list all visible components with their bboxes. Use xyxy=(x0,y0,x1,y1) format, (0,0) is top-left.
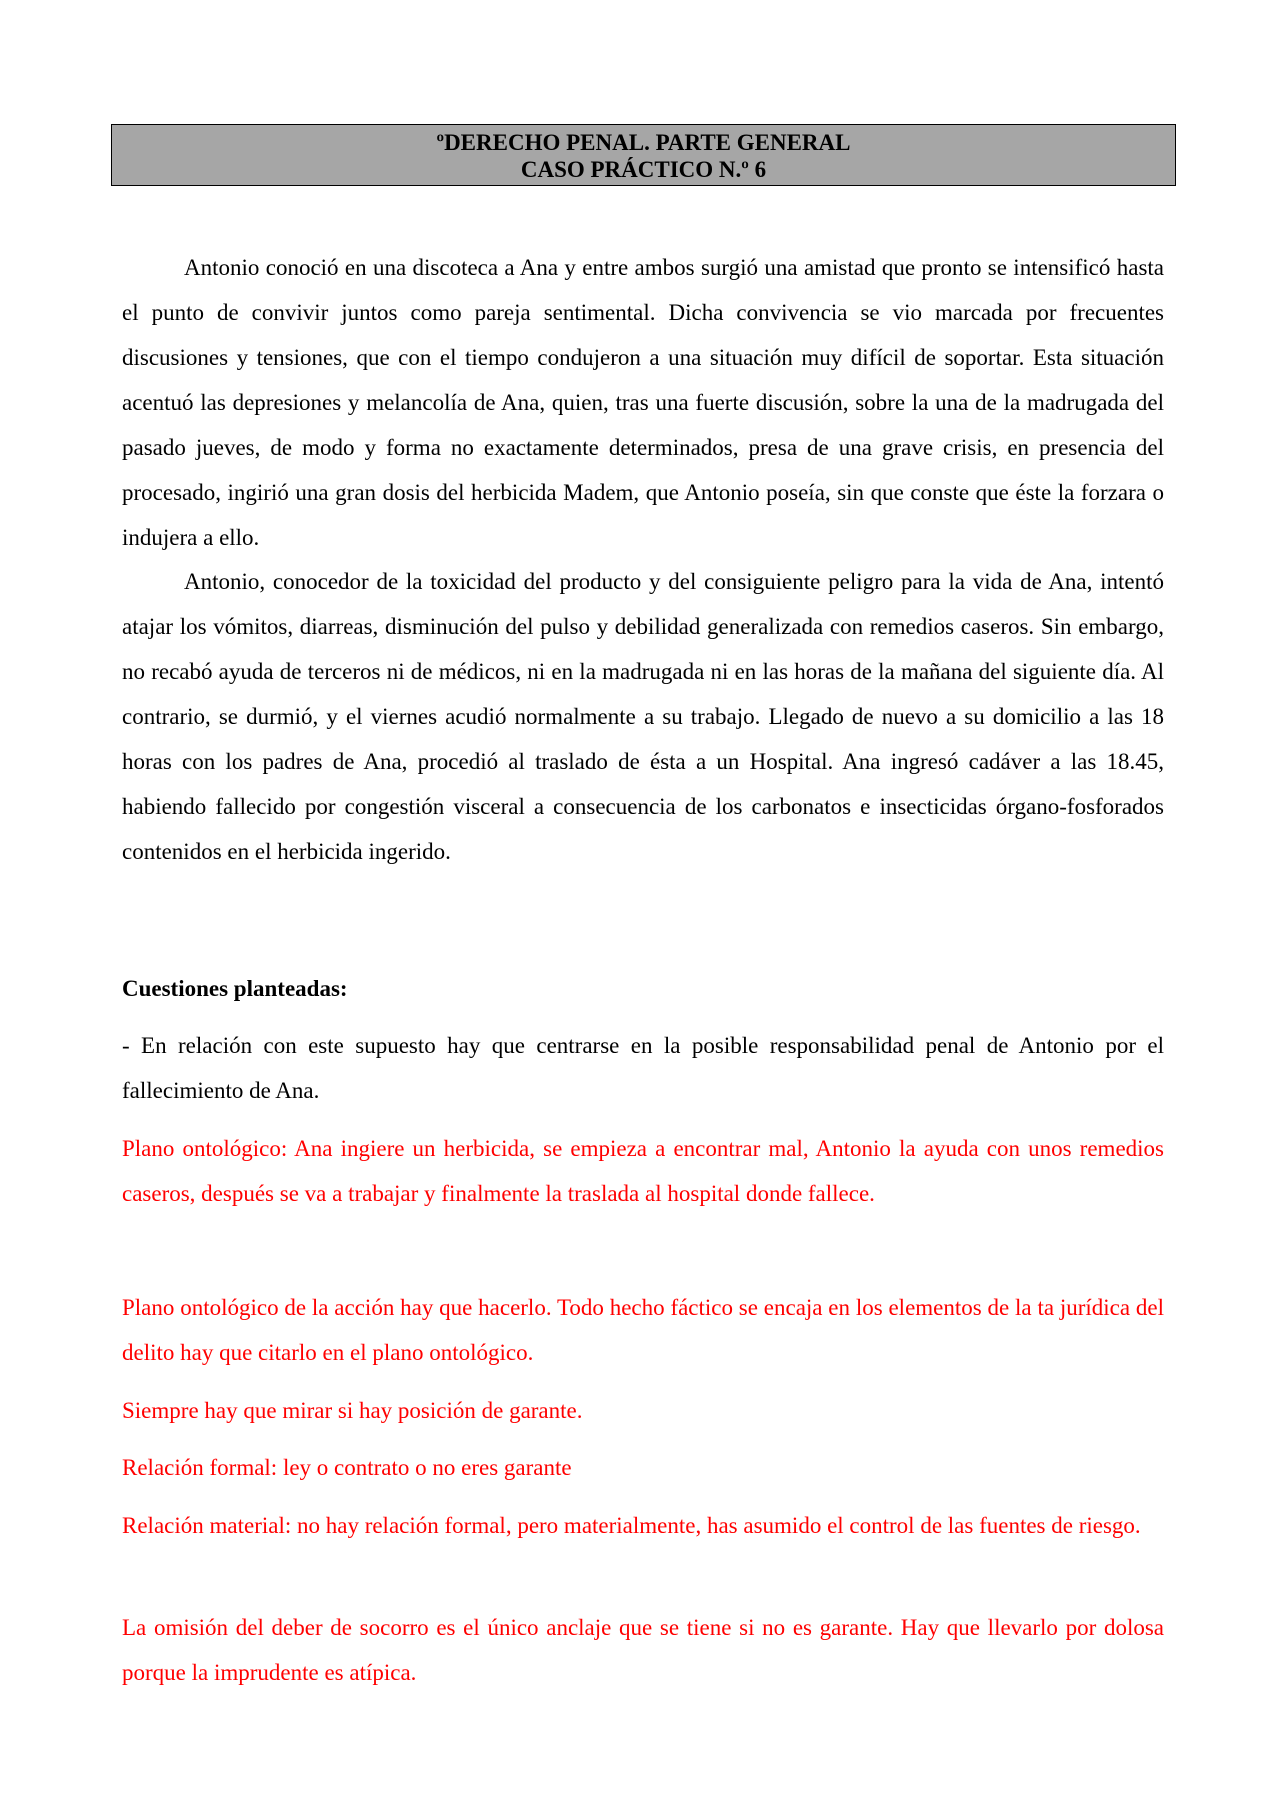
case-number: CASO PRÁCTICO N.º 6 xyxy=(520,157,767,182)
case-paragraph-1: Antonio conoció en una discoteca a Ana y entre ambos surgió una amistad que pronto se intensificó hasta el punto de convivir juntos como pareja sentimental. Dicha convivencia se vio marcada por frecuentes discusiones y tensiones, que con el tiempo condujeron a una situación muy difícil de soportar. Esta situación acentuó las depresiones y melancolía de Ana, quien, tras una fuerte discusión, sobre la una de la madrugada del pasado jueves, de modo y forma no exactamente determinados, presa de una grave crisis, en presencia del procesado, ingirió una gran dosis del herbicida Madem, que Antonio poseía, sin que conste que éste la forzara o indujera a ello. xyxy=(122,255,1164,550)
annotation-note-ontological-plane: Plano ontológico: Ana ingiere un herbicida, se empieza a encontrar mal, Antonio la ayuda con unos remedios caseros, después se va a trabajar y finalmente la traslada al hospital donde fallece. xyxy=(122,1136,1164,1206)
annotation-note-material-relation: Relación material: no hay relación formal, pero materialmente, has asumido el control de las fuentes de riesgo. xyxy=(122,1513,1141,1538)
annotation-note-action-plane: Plano ontológico de la acción hay que hacerlo. Todo hecho fáctico se encaja en los elementos de la ta jurídica del delito hay que citarlo en el plano ontológico. xyxy=(122,1295,1164,1365)
annotation-note-duty-of-rescue: La omisión del deber de socorro es el único anclaje que se tiene si no es garante. Hay que llevarlo por dolosa porque la imprudente es atípica. xyxy=(122,1615,1164,1685)
title-box xyxy=(111,124,1176,186)
annotation-note-guarantor-position: Siempre hay que mirar si hay posición de garante. xyxy=(122,1398,583,1423)
case-paragraph-2: Antonio, conocedor de la toxicidad del producto y del consiguiente peligro para la vida de Ana, intentó atajar los vómitos, diarreas, disminución del pulso y debilidad generalizada con remedios caseros. Sin embargo, no recabó ayuda de terceros ni de médicos, ni en la madrugada ni en las horas de la mañana del siguiente día. Al contrario, se durmió, y el viernes acudió normalmente a su trabajo. Llegado de nuevo a su domicilio a las 18 horas con los padres de Ana, procedió al traslado de ésta a un Hospital. Ana ingresó cadáver a las 18.45, habiendo fallecido por congestión visceral a consecuencia de los carbonatos e insecticidas órgano-fosforados contenidos en el herbicida ingerido. xyxy=(122,569,1164,864)
annotation-note-formal-relation: Relación formal: ley o contrato o no eres garante xyxy=(122,1455,572,1480)
questions-heading: Cuestiones planteadas: xyxy=(122,976,348,1001)
document-title: ºDERECHO PENAL. PARTE GENERAL xyxy=(436,130,851,155)
question-item: - En relación con este supuesto hay que centrarse en la posible responsabilidad penal de Antonio por el fallecimiento de Ana. xyxy=(122,1033,1164,1103)
